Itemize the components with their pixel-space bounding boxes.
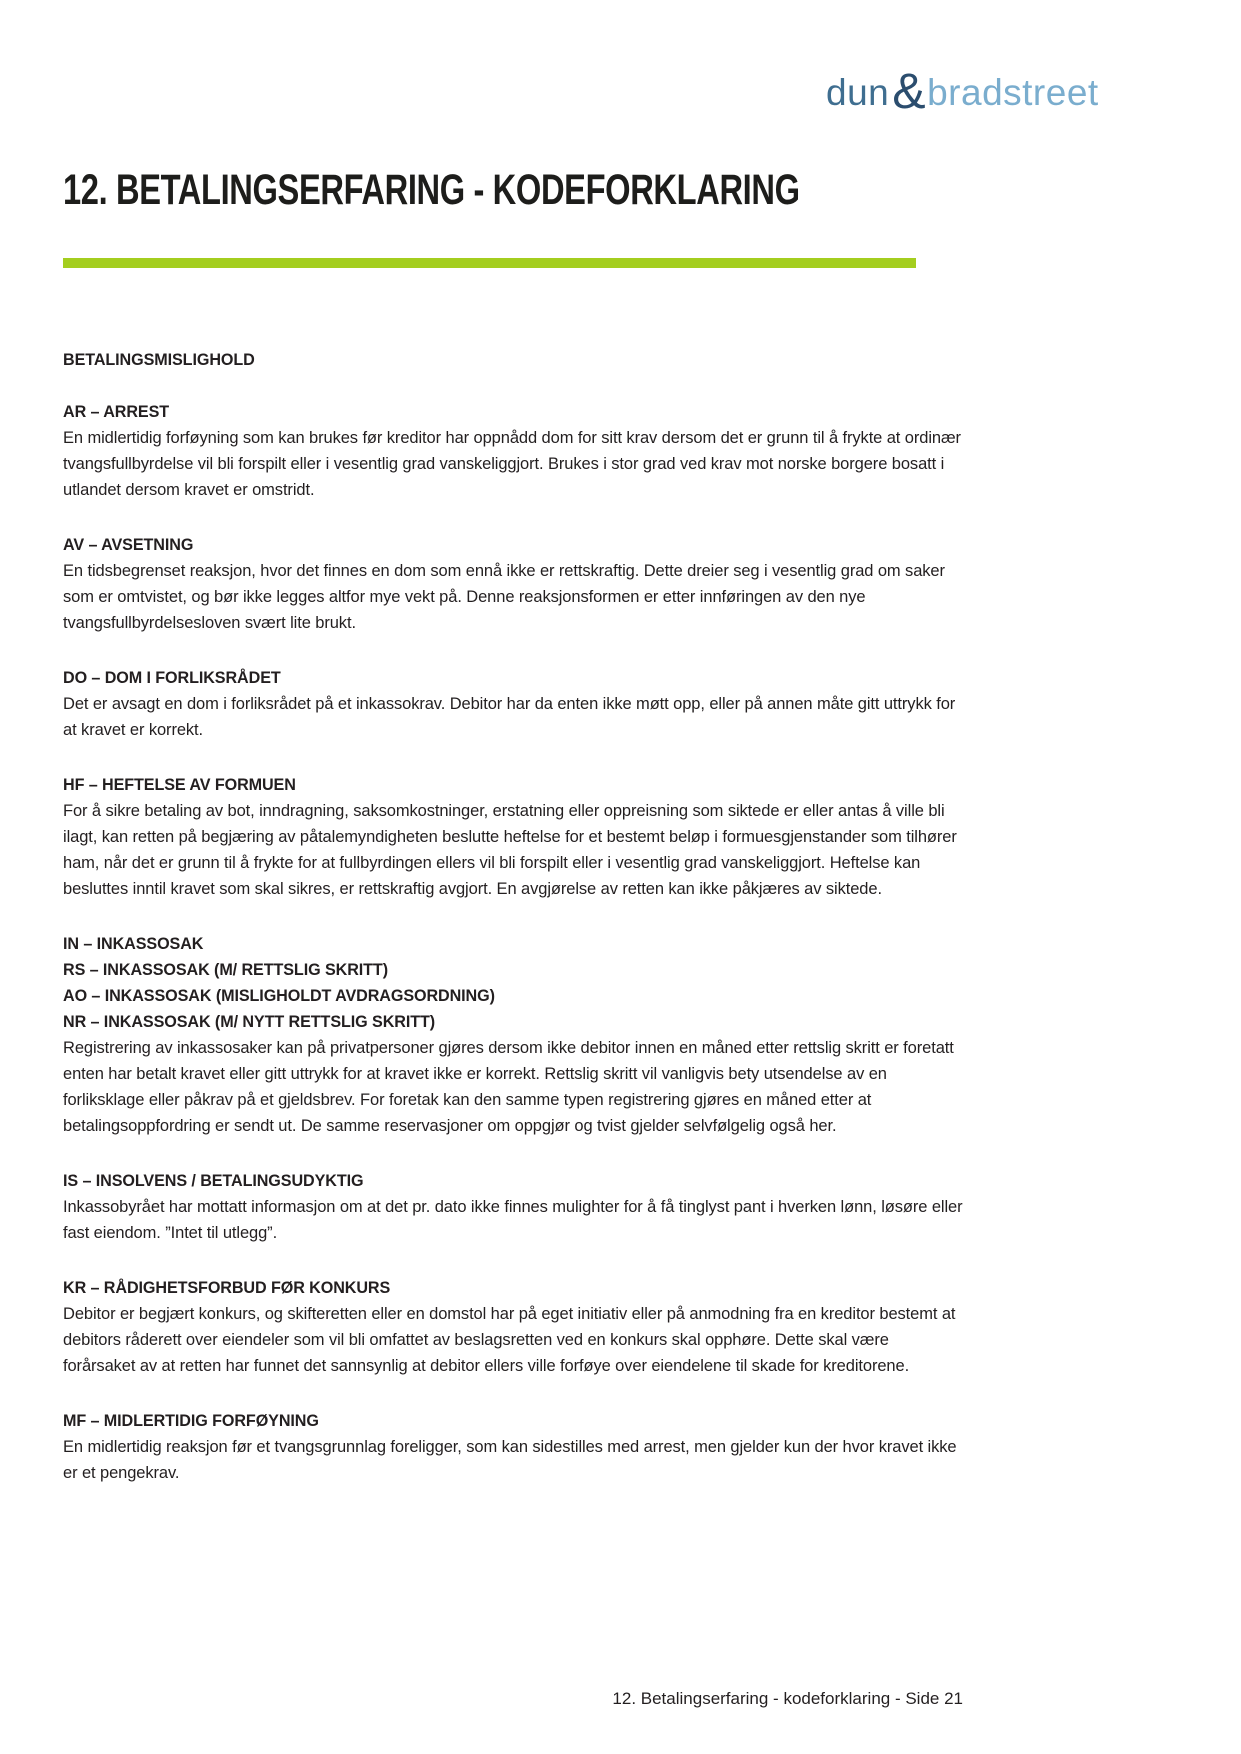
code-description: En midlertidig reaksjon før et tvangsgrunnlag foreligger, som kan sidestilles med arrest, men gjelder kun der hvor kravet ikke er et pengekrav. [63,1438,957,1482]
code-section-ar [63,399,963,503]
logo-ampersand-icon: & [892,63,927,119]
code-description: Det er avsagt en dom i forliksrådet på et inkassokrav. Debitor har da enten ikke møtt opp, eller på annen måte gitt uttrykk for at kravet er korrekt. [63,695,956,739]
code-heading: AR – ARREST [63,402,170,421]
code-heading: RS – INKASSOSAK (M/ RETTSLIG SKRITT) [63,960,388,979]
code-heading: AV – AVSETNING [63,535,194,554]
code-description: For å sikre betaling av bot, inndragning, saksomkostninger, erstatning eller oppreisning som siktede er eller antas å ville bli ilagt, kan retten på begjæring av påtalemyndigheten beslutte heftelse for et bestemt beløp i formuesgjenstander som tilhører ham, når det er grunn til å frykte for at fullbyrdingen ellers vil bli forspilt eller i vesentlig grad vanskeliggjort. Heftelse kan besluttes inntil kravet som skal sikres, er rettskraftig avgjort. En avgjørelse av retten kan ikke påkjæres av siktede. [63,802,957,898]
code-heading: NR – INKASSOSAK (M/ NYTT RETTSLIG SKRITT) [63,1012,436,1031]
code-description: Debitor er begjært konkurs, og skifteretten eller en domstol har på eget initiativ eller på anmodning fra en kreditor bestemt at debitors råderett over eiendeler som vil bli omfattet av beslagsretten ved en konkurs skal opphøre. Dette skal være forårsaket av at retten har funnet det sannsynlig at debitor ellers ville forføye over eiendelene til skade for kreditorene. [63,1305,956,1375]
code-description: En midlertidig forføyning som kan brukes før kreditor har oppnådd dom for sitt krav dersom det er grunn til å frykte at ordinær tvangsfullbyrdelse vil bli forspilt eller i vesentlig grad vanskeliggjort. Brukes i stor grad ved krav mot norske borgere bosatt i utlandet dersom kravet er omstridt. [63,429,961,499]
code-heading: KR – RÅDIGHETSFORBUD FØR KONKURS [63,1278,391,1297]
code-section-is [63,1168,963,1246]
code-description: En tidsbegrenset reaksjon, hvor det finnes en dom som ennå ikke er rettskraftig. Dette dreier seg i vesentlig grad om saker som er omtvistet, og bør ikke legges altfor mye vekt på. Denne reaksjonsformen er etter innføringen av den nye tvangsfullbyrdelsesloven svært lite brukt. [63,562,945,632]
code-heading: IS – INSOLVENS / BETALINGSUDYKTIG [63,1171,364,1190]
code-heading: AO – INKASSOSAK (MISLIGHOLDT AVDRAGSORDNING) [63,986,495,1005]
code-heading: HF – HEFTELSE AV FORMUEN [63,775,296,794]
code-section-kr [63,1275,963,1379]
code-heading: MF – MIDLERTIDIG FORFØYNING [63,1411,319,1430]
code-description: Registrering av inkassosaker kan på privatpersoner gjøres dersom ikke debitor innen en måned etter rettslig skritt er foretatt enten har betalt kravet eller gitt uttrykk for at kravet ikke er korrekt. Rettslig skritt vil vanligvis bety utsendelse av en forliksklage eller påkrav på et gjeldsbrev. For foretak kan den samme typen registrering gjøres en måned etter at betalingsoppfordring er sendt ut. De samme reservasjoner om oppgjør og tvist gjelder selvfølgelig også her. [63,1039,954,1135]
dun-and-bradstreet-logo [826,63,1099,119]
code-section-mf [63,1408,963,1486]
document-body [63,350,963,1486]
page-footer: 12. Betalingserfaring - kodeforklaring - Side 21 [612,1689,963,1708]
code-heading: IN – INKASSOSAK [63,934,204,953]
code-section-av [63,532,963,636]
code-section-inkasso [63,931,963,1139]
code-description: Inkassobyrået har mottatt informasjon om at det pr. dato ikke finnes mulighter for å få tinglyst pant i hverken lønn, løsøre eller fast eiendom. ”Intet til utlegg”. [63,1198,963,1242]
title-accent-rule [63,258,916,268]
page-title: 12. BETALINGSERFARING - KODEFORKLARING [63,166,800,214]
logo-text-dun: dun [826,72,890,113]
category-heading-betalingsmislighold: BETALINGSMISLIGHOLD [63,350,255,369]
code-section-hf [63,772,963,902]
code-heading: DO – DOM I FORLIKSRÅDET [63,668,281,687]
code-section-do [63,665,963,743]
logo-text-bradstreet: bradstreet [927,72,1099,113]
